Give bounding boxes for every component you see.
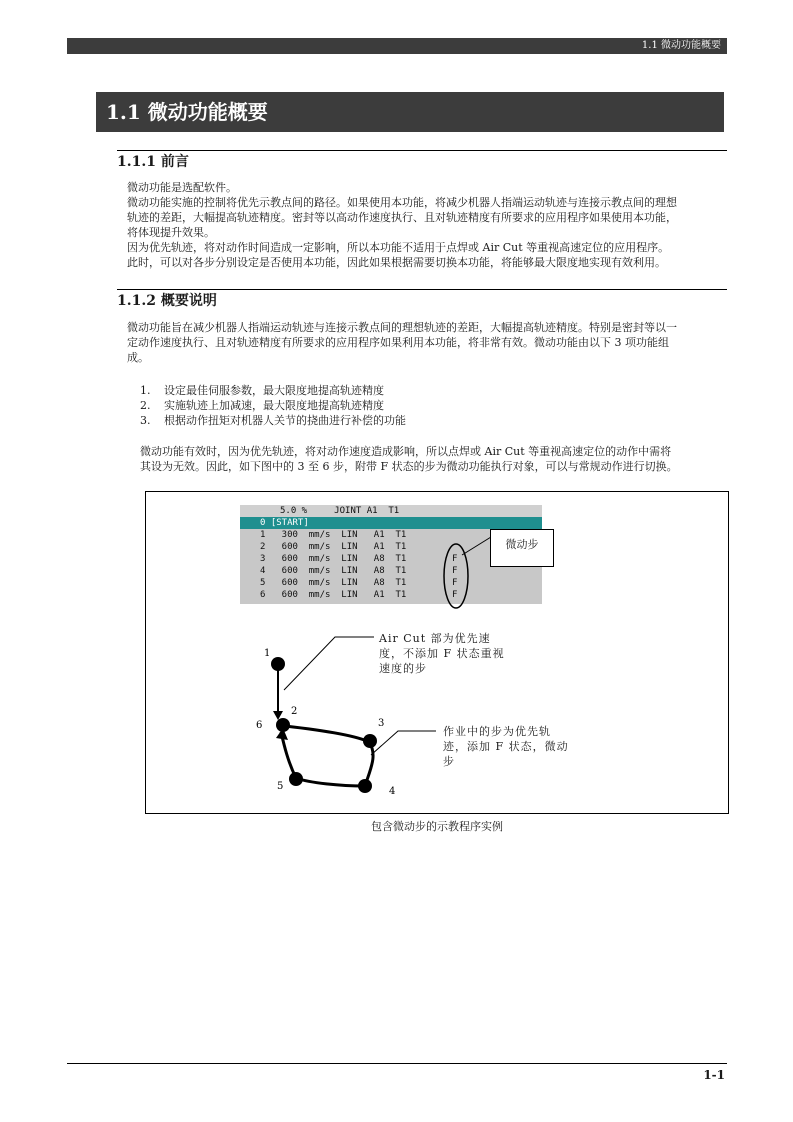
note-line: 迹，添加 F 状态，微动 — [443, 740, 569, 753]
point-label: 3 — [378, 718, 385, 729]
aircut-note — [379, 631, 505, 676]
list-number: 2. — [140, 399, 151, 412]
page-number: 1-1 — [703, 1068, 725, 1082]
overview-line: 定动作速度执行、且对轨迹精度有所要求的应用程序如果利用本功能，将非常有效。微动功能由以下 3 项功能组 — [127, 336, 669, 349]
f-flag: F — [452, 590, 458, 600]
list-text: 根据动作扭矩对机器人关节的挠曲进行补偿的功能 — [164, 414, 406, 427]
note-line: 作业中的步为优先轨 — [443, 725, 551, 738]
teach-point-4 — [358, 779, 372, 793]
running-header: 1.1 微动功能概要 — [67, 38, 727, 54]
list-number: 1. — [140, 384, 151, 397]
section-title-preface: 1.1.1 前言 — [117, 150, 727, 171]
row-text: 5 600 mm/s LIN A8 T1 — [260, 578, 407, 588]
overview-after-line: 微动功能有效时，因为优先轨迹，将对动作速度造成影响，所以点焊或 Air Cut 等重视高速定位的动作中需将 — [140, 445, 672, 458]
point-label: 1 — [264, 648, 271, 659]
row-text: 0 [START] — [260, 518, 309, 528]
teach-point-1 — [271, 657, 285, 671]
row-text: 1 300 mm/s LIN A1 T1 — [260, 530, 407, 540]
teach-point-2-6 — [276, 718, 290, 732]
preface-line: 因为优先轨迹，将对动作时间造成一定影响，所以本功能不适用于点焊或 Air Cut 等重视高速定位的应用程序。 — [127, 241, 670, 254]
footer-divider — [67, 1063, 727, 1064]
preface-line: 将体现提升效果。 — [127, 226, 215, 239]
row-text: 3 600 mm/s LIN A8 T1 — [260, 554, 407, 564]
list-number: 3. — [140, 414, 151, 427]
note-line: 速度的步 — [379, 662, 427, 675]
pendant-header: 5.0 % JOINT A1 T1 — [240, 505, 542, 517]
list-text: 实施轨迹上加减速，最大限度地提高轨迹精度 — [164, 399, 384, 412]
note-line: 步 — [443, 755, 455, 768]
point-label: 2 — [291, 706, 298, 717]
f-flag: F — [452, 566, 458, 576]
section-title-overview: 1.1.2 概要说明 — [117, 289, 727, 310]
preface-line: 微动功能是选配软件。 — [127, 181, 237, 194]
figure-caption: 包含微动步的示教程序实例 — [371, 820, 503, 833]
point-label: 5 — [277, 781, 284, 792]
note-line: Air Cut 部为优先速 — [379, 632, 491, 645]
chapter-title: 1.1 微动功能概要 — [96, 92, 724, 132]
list-text: 设定最佳伺服参数，最大限度地提高轨迹精度 — [164, 384, 384, 397]
teach-point-5 — [289, 772, 303, 786]
preface-line: 微动功能实施的控制将优先示教点间的路径。如果使用本功能，将减少机器人指端运动轨迹与连接示教点间的理想 — [127, 196, 677, 209]
micro-step-callout: 微动步 — [490, 529, 554, 567]
work-leader — [371, 731, 436, 755]
callout-leader — [462, 537, 491, 555]
overview-after-line: 其设为无效。因此，如下图中的 3 至 6 步，附带 F 状态的步为微动功能执行对象，可以与常规动作进行切换。 — [140, 460, 678, 473]
overview-line: 微动功能旨在减少机器人指端运动轨迹与连接示教点间的理想轨迹的差距，大幅提高轨迹精度。特别是密封等以一 — [127, 321, 677, 334]
preface-line: 轨迹的差距，大幅提高轨迹精度。密封等以高动作速度执行、且对轨迹精度有所要求的应用程序如果使用本功能， — [127, 211, 677, 224]
f-flag: F — [452, 578, 458, 588]
row-text: 2 600 mm/s LIN A1 T1 — [260, 542, 407, 552]
preface-line: 此时，可以对各步分别设定是否使用本功能，因此如果根据需要切换本功能，将能够最大限度地实现有效利用。 — [127, 256, 666, 269]
overview-line: 成。 — [127, 351, 149, 364]
point-label: 4 — [389, 786, 396, 797]
row-text: 6 600 mm/s LIN A1 T1 — [260, 590, 407, 600]
f-flag: F — [452, 554, 458, 564]
work-step-note — [443, 724, 569, 769]
note-line: 度，不添加 F 状态重视 — [379, 647, 505, 660]
row-text: 4 600 mm/s LIN A8 T1 — [260, 566, 407, 576]
aircut-leader — [284, 637, 374, 690]
teach-point-3 — [363, 734, 377, 748]
point-label: 6 — [256, 720, 263, 731]
